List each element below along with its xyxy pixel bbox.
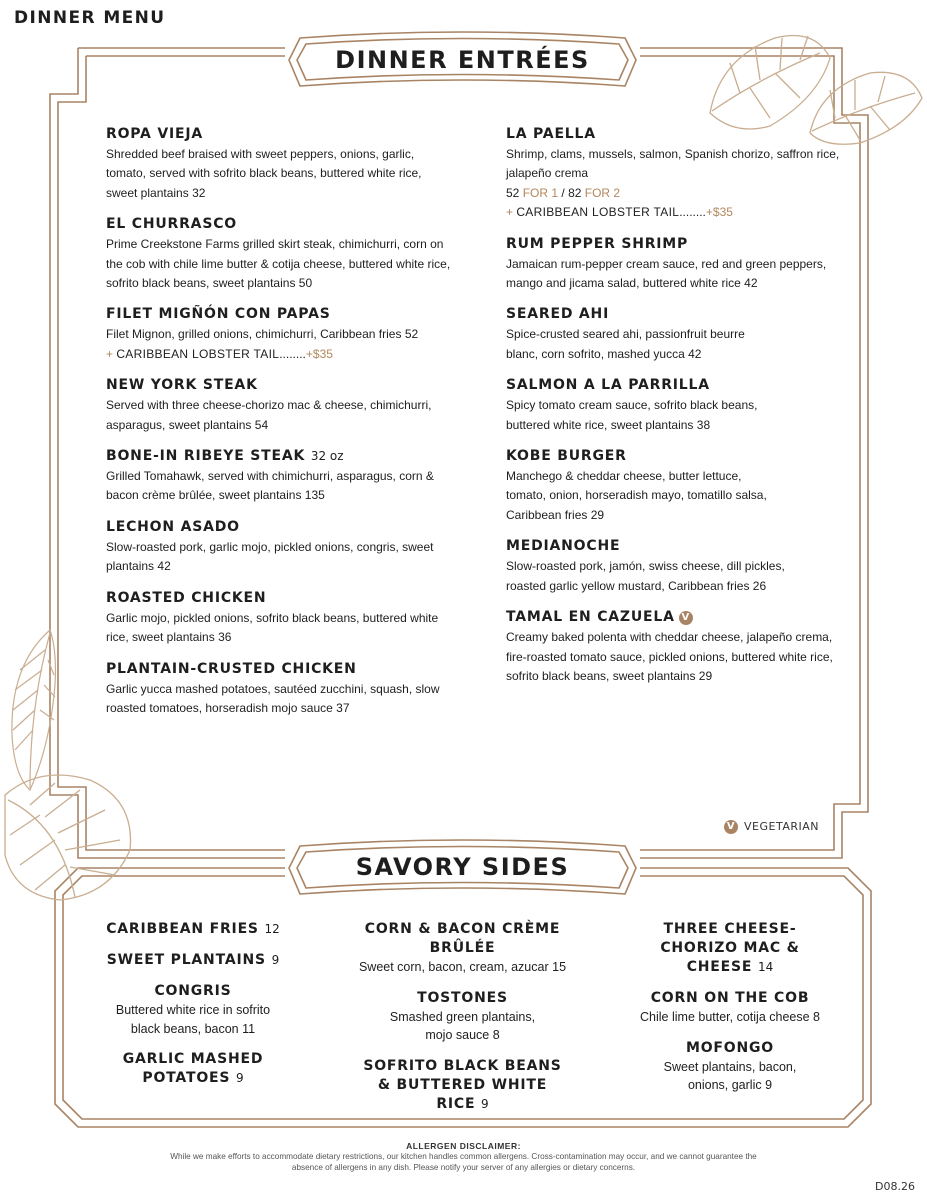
side-item: [335, 989, 590, 1045]
item-description: Prime Creekstone Farms grilled skirt steak, chimichurri, corn on the cob with chile lime butter & cotija cheese, buttered white rice, sofrito black beans, sweet plantains: [106, 237, 451, 291]
entrees-left-column: [106, 126, 451, 731]
item-name: EL CHURRASCO: [106, 216, 237, 233]
item-price: 38: [696, 417, 711, 432]
sides-banner-title: SAVORY SIDES: [355, 853, 570, 881]
addon-line: + CARIBBEAN LOBSTER TAIL........+$35: [106, 346, 333, 361]
item-name: BONE-IN RIBEYE STEAK 32 oz: [106, 448, 344, 465]
side-item: [335, 1057, 590, 1114]
entrees-banner-title: DINNER ENTRÉES: [335, 46, 590, 74]
item-name: FILET MIGÑÓN CON PAPAS: [106, 306, 331, 323]
item-description: Spice-crusted seared ahi, passionfruit beurre blanc, corn sofrito, mashed yucca: [506, 327, 745, 361]
item-description: Grilled Tomahawk, served with chimichurri, asparagus, corn & bacon crème brûlée, sweet plantains: [106, 469, 434, 503]
item-price: 29: [698, 668, 713, 683]
monstera-leaf-bottom-left-icon: [0, 755, 140, 905]
item-price: 26: [752, 578, 767, 593]
menu-item: [506, 448, 846, 525]
side-item: [88, 1050, 298, 1088]
side-price: 12: [264, 922, 280, 936]
item-description: Shredded beef braised with sweet peppers, onions, garlic, tomato, served with sofrito black beans, buttered white rice, sweet plantains: [106, 147, 422, 200]
side-item: [335, 920, 590, 977]
menu-code: D08.26: [875, 1180, 915, 1193]
side-name: THREE CHEESE-CHORIZO MAC & CHEESE: [660, 921, 800, 975]
item-name: ROASTED CHICKEN: [106, 589, 267, 606]
item-name: MEDIANOCHE: [506, 538, 621, 555]
vegetarian-legend: [724, 820, 819, 834]
side-name: CONGRIS: [154, 983, 232, 999]
side-price: 11: [242, 1021, 256, 1036]
vegetarian-icon: V: [679, 611, 693, 625]
side-price: 14: [757, 960, 774, 974]
sides-column-2: [335, 920, 590, 1126]
side-name: CORN ON THE COB: [650, 990, 810, 1006]
menu-item: [106, 590, 451, 648]
menu-item: [506, 377, 846, 435]
addon-price: +$35: [305, 346, 333, 361]
item-name: LECHON ASADO: [106, 518, 240, 535]
side-price: 9: [235, 1071, 244, 1085]
disclaimer-body: While we make efforts to accommodate dietary restrictions, our kitchen handles common allergens. Cross-contamination may occur, and we cannot guarantee the absence of allergens in any dish. Please notify your server of any allergies or dietary concerns.: [170, 1152, 757, 1172]
item-name: SEARED AHI: [506, 306, 610, 323]
item-price: 135: [304, 488, 325, 503]
item-description: Filet Mignon, grilled onions, chimichurri, Caribbean fries: [106, 327, 402, 342]
item-name: NEW YORK STEAK: [106, 377, 258, 394]
side-price: 9: [271, 953, 280, 967]
sides-column-3: [620, 920, 840, 1107]
side-price: 9: [765, 1078, 773, 1092]
side-item: [88, 920, 298, 939]
side-name: TOSTONES: [417, 989, 508, 1006]
side-item: [88, 982, 298, 1038]
disclaimer-heading: ALLERGEN DISCLAIMER:: [406, 1141, 521, 1151]
item-price: 54: [254, 417, 269, 432]
item-name: ROPA VIEJA: [106, 126, 204, 142]
item-description: Spicy tomato cream sauce, sofrito black beans, buttered white rice, sweet plantains: [506, 398, 758, 432]
side-price: 9: [481, 1096, 489, 1111]
menu-item: [506, 236, 846, 294]
item-name: RUM PEPPER SHRIMP: [506, 235, 689, 252]
menu-item: [506, 126, 846, 223]
item-price: 42: [744, 276, 758, 291]
item-price: 50: [298, 276, 313, 291]
allergen-disclaimer: [170, 1141, 757, 1173]
addon-price: +$35: [705, 205, 733, 220]
item-name: SALMON A LA PARRILLA: [506, 377, 710, 394]
entrees-right-column: [506, 126, 846, 699]
side-item: [88, 951, 298, 970]
side-item: [620, 920, 840, 977]
legend-label: VEGETARIAN: [744, 820, 819, 833]
side-name: SOFRITO BLACK BEANS & BUTTERED WHITE RICE: [363, 1057, 562, 1112]
side-description: Sweet plantains, bacon, onions, garlic: [663, 1059, 797, 1092]
item-name: TAMAL EN CAZUELA V: [506, 609, 846, 625]
side-name: MOFONGO: [685, 1039, 774, 1056]
item-price: 52: [404, 327, 419, 342]
side-item: [620, 989, 840, 1027]
page-title: DINNER MENU: [14, 8, 166, 28]
side-name: CORN & BACON CRÈME BRÛLÉE: [364, 921, 561, 956]
vegetarian-icon: V: [724, 820, 738, 834]
addon-label: CARIBBEAN LOBSTER TAIL: [516, 205, 680, 220]
item-price: 36: [218, 630, 232, 645]
item-description: Garlic mojo, pickled onions, sofrito black beans, buttered white rice, sweet plantains: [106, 610, 439, 645]
item-description: Served with three cheese-chorizo mac & cheese, chimichurri, asparagus, sweet plantains: [106, 398, 432, 432]
side-description: Smashed green plantains, mojo sauce: [389, 1009, 536, 1042]
menu-item: [106, 216, 451, 293]
side-item: [620, 1039, 840, 1095]
item-name: KOBE BURGER: [506, 448, 627, 465]
menu-item: [106, 377, 451, 435]
item-price-options: 52 FOR 1 / 82 FOR 2: [506, 185, 621, 200]
menu-item: [506, 538, 846, 596]
side-price: 8: [492, 1028, 500, 1042]
item-name: LA PAELLA: [506, 126, 596, 142]
menu-item: [106, 306, 451, 364]
item-description: Garlic yucca mashed potatoes, sautéed zucchini, squash, slow roasted tomatoes, horseradish mojo sauce: [106, 681, 440, 715]
item-description: Slow-roasted pork, garlic mojo, pickled onions, congris, sweet plantains: [106, 539, 434, 574]
addon-label: CARIBBEAN LOBSTER TAIL: [116, 346, 280, 361]
item-price: 42: [688, 346, 702, 361]
sides-column-1: [88, 920, 298, 1100]
menu-item: [106, 519, 451, 577]
side-price: 8: [813, 1010, 820, 1024]
menu-item: [106, 661, 451, 719]
menu-item: [106, 126, 451, 203]
side-name: GARLIC MASHED POTATOES: [122, 1051, 264, 1086]
side-name: SWEET PLANTAINS: [106, 952, 266, 968]
item-description: Creamy baked polenta with cheddar cheese, jalapeño crema, fire-roasted tomato sauce, pickled onions, buttered white rice, sofrito black beans, sweet plantains: [506, 630, 833, 683]
item-size: 32 oz: [310, 449, 344, 464]
item-price: 37: [336, 700, 350, 715]
item-name: PLANTAIN-CRUSTED CHICKEN: [106, 660, 357, 677]
side-price: 15: [552, 960, 567, 974]
side-description: Sweet corn, bacon, cream, azucar: [358, 960, 549, 974]
menu-item: [506, 609, 846, 686]
item-price: 29: [590, 507, 605, 522]
menu-item: [106, 448, 451, 506]
addon-line: + CARIBBEAN LOBSTER TAIL........+$35: [506, 205, 733, 220]
side-description: Buttered white rice in sofrito black beans, bacon: [115, 1003, 271, 1036]
item-description: Shrimp, clams, mussels, salmon, Spanish chorizo, saffron rice, jalapeño crema: [506, 147, 840, 181]
item-description: Slow-roasted pork, jamón, swiss cheese, dill pickles, roasted garlic yellow mustard, Caribbean fries: [506, 559, 785, 593]
menu-item: [506, 306, 846, 364]
item-price: 32: [192, 185, 206, 200]
item-description: Manchego & cheddar cheese, butter lettuce, tomato, onion, horseradish mayo, tomatillo salsa, Caribbean fries: [506, 469, 767, 522]
side-description: Chile lime butter, cotija cheese: [640, 1010, 810, 1024]
item-price: 42: [157, 559, 171, 574]
item-description: Jamaican rum-pepper cream sauce, red and green peppers, mango and jicama salad, buttered white rice: [506, 256, 827, 291]
side-name: CARIBBEAN FRIES: [106, 921, 259, 937]
